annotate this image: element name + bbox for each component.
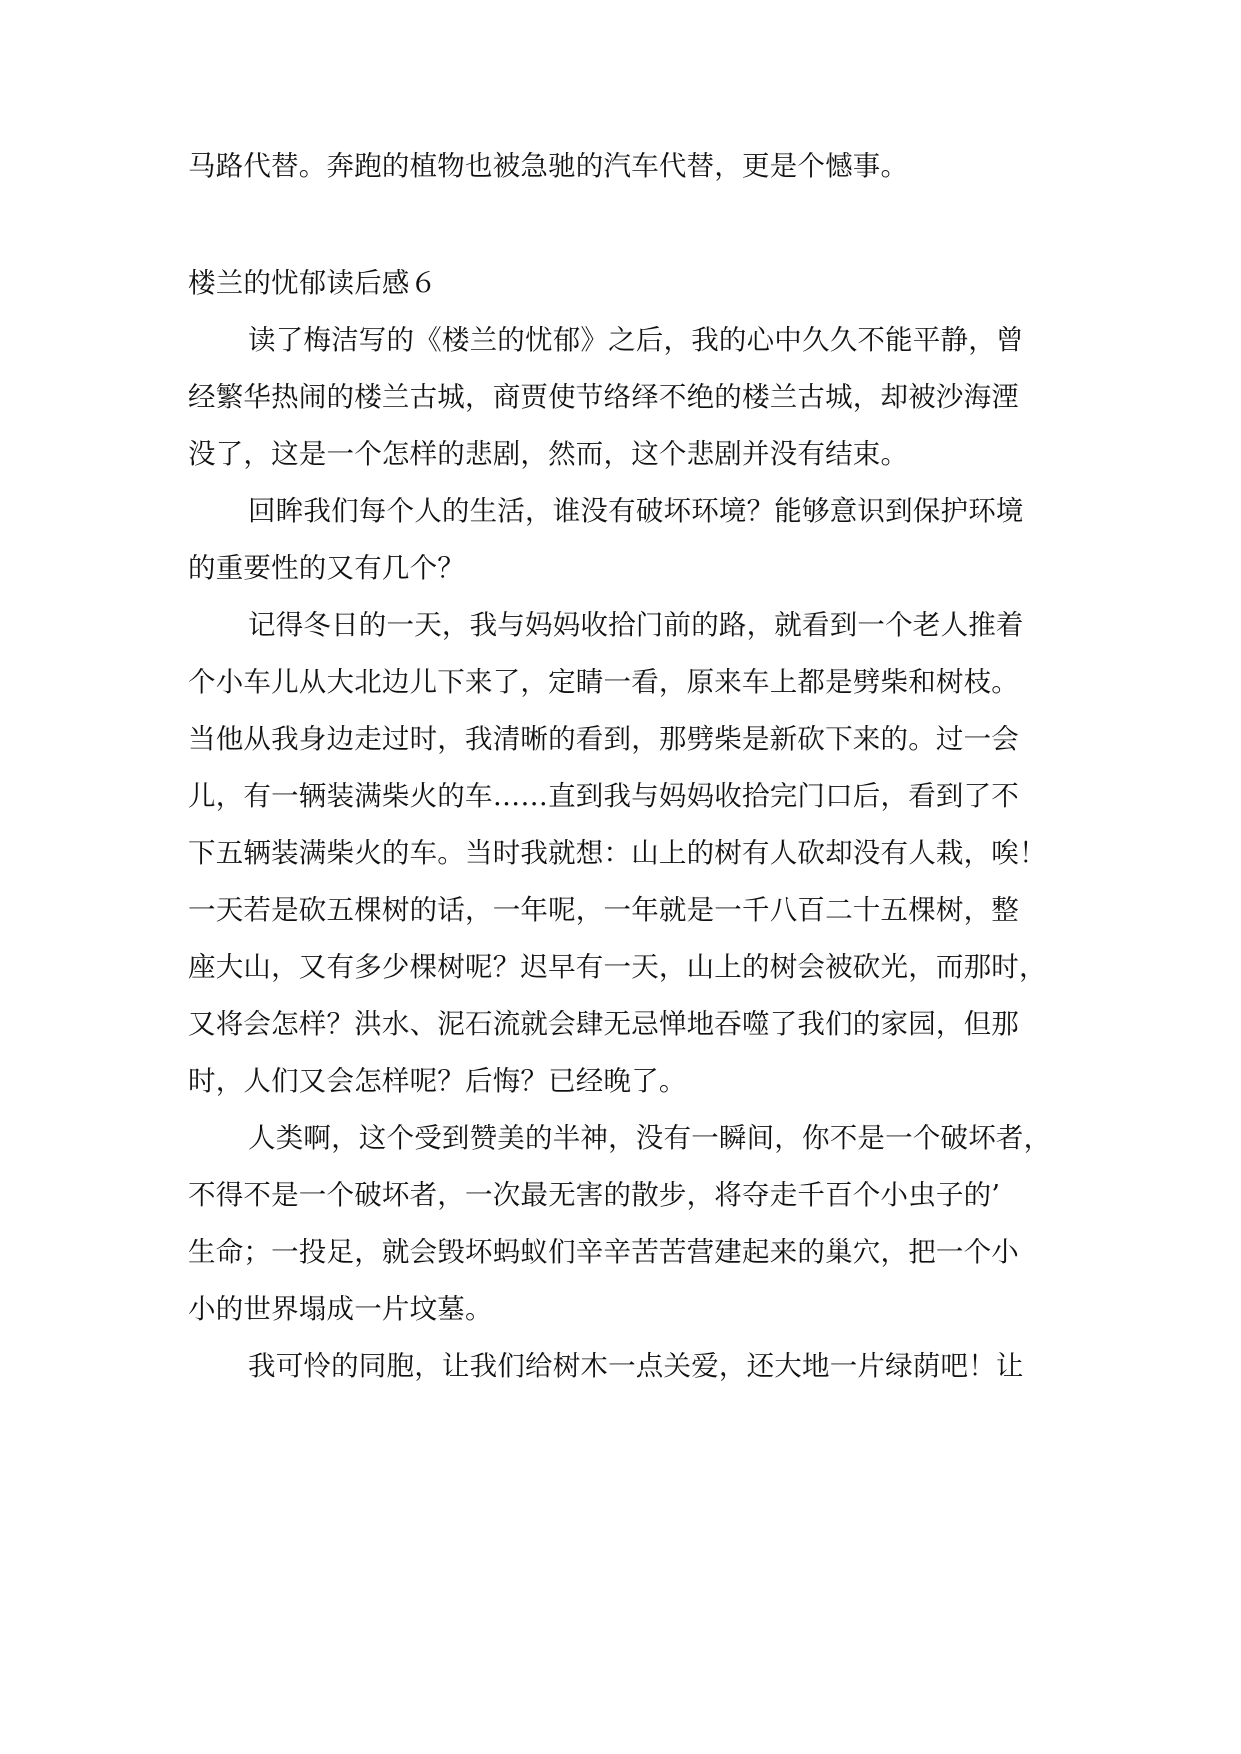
paragraph-line: 当他从我身边走过时，我清晰的看到，那劈柴是新砍下来的。过一会	[188, 723, 1019, 755]
paragraph-line: 一天若是砍五棵树的话，一年呢，一年就是一千八百二十五棵树，整	[188, 894, 1019, 926]
paragraph-line: 生命；一投足，就会毁坏蚂蚁们辛辛苦苦营建起来的巢穴，把一个小	[188, 1236, 1019, 1268]
paragraph-line: 又将会怎样？洪水、泥石流就会肆无忌惮地吞噬了我们的家园，但那	[188, 1008, 1019, 1040]
paragraph-line: 读了梅洁写的《楼兰的忧郁》之后，我的心中久久不能平静，曾	[248, 324, 1024, 356]
paragraph-line: 经繁华热闹的楼兰古城，商贾使节络绎不绝的楼兰古城，却被沙海湮	[188, 381, 1019, 413]
paragraph-line: 我可怜的同胞，让我们给树木一点关爱，还大地一片绿荫吧！让	[248, 1350, 1024, 1382]
paragraph-line: 小的世界塌成一片坟墓。	[188, 1293, 493, 1325]
paragraph-line: 下五辆装满柴火的车。当时我就想：山上的树有人砍却没有人栽，唉！	[188, 837, 1047, 869]
paragraph-line: 记得冬日的一天，我与妈妈收拾门前的路，就看到一个老人推着	[248, 609, 1024, 641]
paragraph-line: 时，人们又会怎样呢？后悔？已经晚了。	[188, 1065, 687, 1097]
paragraph-line: 个小车儿从大北边儿下来了，定睛一看，原来车上都是劈柴和树枝。	[188, 666, 1019, 698]
paragraph-line: 座大山，又有多少棵树呢？迟早有一天，山上的树会被砍光，而那时，	[188, 951, 1047, 983]
paragraph-line: 不得不是一个破坏者，一次最无害的散步，将夺走千百个小虫子的’	[188, 1179, 1001, 1211]
paragraph-line: 回眸我们每个人的生活，谁没有破坏环境？能够意识到保护环境	[248, 495, 1024, 527]
paragraph-line: 儿，有一辆装满柴火的车……直到我与妈妈收拾完门口后，看到了不	[188, 780, 1019, 812]
paragraph-line: 的重要性的又有几个？	[188, 552, 465, 584]
carryover-line: 马路代替。奔跑的植物也被急驰的汽车代替，更是个憾事。	[188, 150, 909, 182]
paragraph-line: 没了，这是一个怎样的悲剧，然而，这个悲剧并没有结束。	[188, 438, 909, 470]
paragraph-line: 人类啊，这个受到赞美的半神，没有一瞬间，你不是一个破坏者，	[248, 1122, 1052, 1154]
section-title: 楼兰的忧郁读后感６	[188, 267, 438, 299]
